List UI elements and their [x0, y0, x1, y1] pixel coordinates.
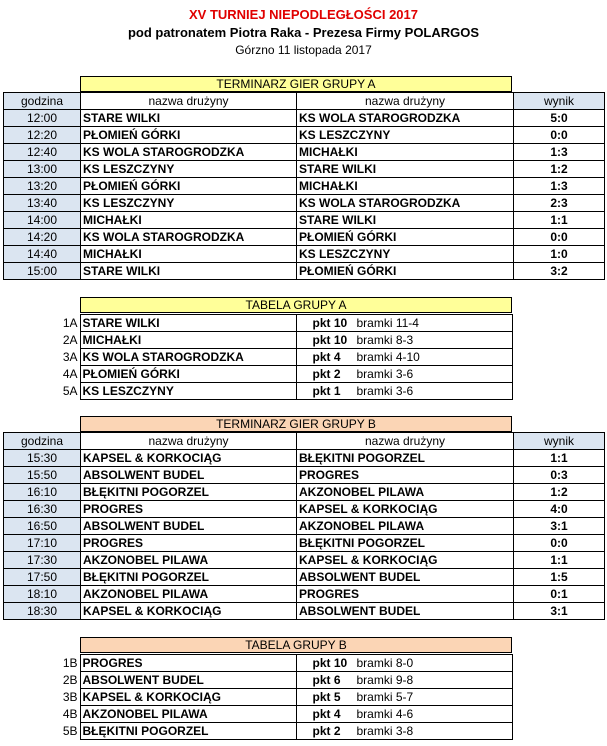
standing-goals: bramki 3-6	[356, 366, 414, 381]
tournament-title: XV TURNIEJ NIEPODLEGŁOŚCI 2017	[188, 7, 418, 22]
standing-team: PŁOMIEŃ GÓRKI	[80, 366, 296, 383]
match-row	[4, 518, 605, 535]
match-row	[4, 569, 605, 586]
match-team1: STARE WILKI	[81, 263, 297, 280]
match-result: 4:0	[514, 501, 605, 518]
standing-stats	[296, 689, 512, 706]
standing-goals: bramki 3-8	[356, 723, 414, 738]
match-row	[4, 467, 605, 484]
group-b-schedule-header-row	[4, 433, 605, 450]
match-row	[4, 450, 605, 467]
match-result: 1:3	[514, 178, 605, 195]
standing-team: MICHAŁKI	[80, 332, 296, 349]
col-time-header: godzina	[4, 433, 81, 450]
match-time: 12:00	[4, 110, 81, 127]
match-team2: PROGRES	[297, 586, 514, 603]
match-row	[4, 178, 605, 195]
match-team2: ABSOLWENT BUDEL	[297, 569, 514, 586]
standings-row	[50, 672, 512, 689]
match-time: 13:00	[4, 161, 81, 178]
match-team1: PŁOMIEŃ GÓRKI	[81, 127, 297, 144]
match-time: 13:40	[4, 195, 81, 212]
match-time: 17:30	[4, 552, 81, 569]
match-result: 3:2	[514, 263, 605, 280]
match-team2: PROGRES	[297, 467, 514, 484]
match-time: 16:30	[4, 501, 81, 518]
group-b-schedule-title: TERMINARZ GIER GRUPY B	[80, 416, 512, 432]
match-row	[4, 603, 605, 620]
standing-stats	[296, 315, 512, 332]
match-row	[4, 144, 605, 161]
standings-row	[50, 366, 512, 383]
standing-stats	[296, 706, 512, 723]
match-team2: STARE WILKI	[297, 161, 514, 178]
match-row	[4, 552, 605, 569]
match-time: 14:00	[4, 212, 81, 229]
match-time: 13:20	[4, 178, 81, 195]
match-result: 0:3	[514, 467, 605, 484]
match-result: 2:3	[514, 195, 605, 212]
match-team2: BŁĘKITNI POGORZEL	[297, 535, 514, 552]
match-result: 1:2	[514, 161, 605, 178]
col-team2-header: nazwa drużyny	[297, 433, 514, 450]
match-time: 14:40	[4, 246, 81, 263]
standing-points: pkt 10	[312, 655, 348, 670]
match-time: 16:50	[4, 518, 81, 535]
standings-row	[50, 689, 512, 706]
match-team1: STARE WILKI	[81, 110, 297, 127]
match-team2: STARE WILKI	[297, 212, 514, 229]
group-a-schedule-header-row	[4, 93, 605, 110]
standings-row	[50, 706, 512, 723]
match-time: 18:30	[4, 603, 81, 620]
standings-row	[50, 332, 512, 349]
match-team1: KS WOLA STAROGRODZKA	[81, 144, 297, 161]
match-team2: MICHAŁKI	[297, 144, 514, 161]
group-b-standings-title: TABELA GRUPY B	[80, 637, 512, 653]
match-row	[4, 127, 605, 144]
standing-team: KAPSEL & KORKOCIĄG	[80, 689, 296, 706]
match-team1: PŁOMIEŃ GÓRKI	[81, 178, 297, 195]
match-time: 15:30	[4, 450, 81, 467]
match-row	[4, 263, 605, 280]
match-result: 1:1	[514, 450, 605, 467]
match-team1: KS LESZCZYNY	[81, 161, 297, 178]
standing-team: STARE WILKI	[80, 315, 296, 332]
match-time: 18:10	[4, 586, 81, 603]
match-team2: PŁOMIEŃ GÓRKI	[297, 263, 514, 280]
standing-team: PROGRES	[80, 655, 296, 672]
col-team1-header: nazwa drużyny	[81, 433, 297, 450]
match-result: 0:0	[514, 535, 605, 552]
match-team1: KAPSEL & KORKOCIĄG	[81, 603, 297, 620]
match-team1: KAPSEL & KORKOCIĄG	[81, 450, 297, 467]
standing-points: pkt 2	[312, 723, 341, 738]
col-result-header: wynik	[514, 433, 605, 450]
match-time: 16:10	[4, 484, 81, 501]
standings-row	[50, 723, 512, 740]
standing-goals: bramki 8-0	[356, 655, 414, 670]
standing-team: AKZONOBEL PILAWA	[80, 706, 296, 723]
standing-position: 5A	[62, 383, 78, 398]
standing-points: pkt 5	[312, 689, 341, 704]
match-team1: ABSOLWENT BUDEL	[81, 467, 297, 484]
standing-points: pkt 1	[312, 383, 341, 398]
match-team1: BŁĘKITNI POGORZEL	[81, 484, 297, 501]
match-team2: KAPSEL & KORKOCIĄG	[297, 552, 514, 569]
match-team1: PROGRES	[81, 501, 297, 518]
match-row	[4, 110, 605, 127]
standing-stats	[296, 383, 512, 400]
standing-points: pkt 4	[312, 349, 341, 364]
standing-stats	[296, 349, 512, 366]
match-row	[4, 501, 605, 518]
standing-position: 3A	[62, 349, 78, 364]
match-row	[4, 484, 605, 501]
standing-goals: bramki 4-6	[356, 706, 414, 721]
standing-position: 3B	[62, 689, 78, 704]
match-row	[4, 212, 605, 229]
match-result: 5:0	[514, 110, 605, 127]
match-row	[4, 195, 605, 212]
group-a-standings-table	[50, 314, 513, 400]
standing-stats	[296, 366, 512, 383]
match-result: 0:0	[514, 127, 605, 144]
col-result-header: wynik	[514, 93, 605, 110]
match-team1: BŁĘKITNI POGORZEL	[81, 569, 297, 586]
match-team2: AKZONOBEL PILAWA	[297, 484, 514, 501]
match-row	[4, 161, 605, 178]
standings-row	[50, 315, 512, 332]
standing-position: 5B	[62, 723, 78, 738]
standings-row	[50, 349, 512, 366]
match-team2: ABSOLWENT BUDEL	[297, 603, 514, 620]
match-time: 15:00	[4, 263, 81, 280]
match-team1: KS WOLA STAROGRODZKA	[81, 229, 297, 246]
match-team1: PROGRES	[81, 535, 297, 552]
match-team2: BŁĘKITNI POGORZEL	[297, 450, 514, 467]
match-row	[4, 586, 605, 603]
standing-team: BŁĘKITNI POGORZEL	[80, 723, 296, 740]
match-team1: MICHAŁKI	[81, 246, 297, 263]
group-a-standings-title: TABELA GRUPY A	[80, 297, 512, 313]
match-team1: KS LESZCZYNY	[81, 195, 297, 212]
col-time-header: godzina	[4, 93, 81, 110]
match-team2: KS WOLA STAROGRODZKA	[297, 110, 514, 127]
match-team2: KS LESZCZYNY	[297, 246, 514, 263]
standing-points: pkt 10	[312, 332, 348, 347]
standing-points: pkt 10	[312, 315, 348, 330]
standing-team: KS WOLA STAROGRODZKA	[80, 349, 296, 366]
standing-position: 2A	[62, 332, 78, 347]
match-team2: PŁOMIEŃ GÓRKI	[297, 229, 514, 246]
match-row	[4, 229, 605, 246]
col-team2-header: nazwa drużyny	[297, 93, 514, 110]
match-result: 0:0	[514, 229, 605, 246]
match-row	[4, 246, 605, 263]
standing-goals: bramki 3-6	[356, 383, 414, 398]
match-team1: MICHAŁKI	[81, 212, 297, 229]
match-time: 17:10	[4, 535, 81, 552]
col-team1-header: nazwa drużyny	[81, 93, 297, 110]
standing-position: 4B	[62, 706, 78, 721]
standings-row	[50, 383, 512, 400]
match-time: 17:50	[4, 569, 81, 586]
match-team1: ABSOLWENT BUDEL	[81, 518, 297, 535]
standing-points: pkt 4	[312, 706, 341, 721]
match-team2: KAPSEL & KORKOCIĄG	[297, 501, 514, 518]
standing-goals: bramki 8-3	[356, 332, 414, 347]
place-date: Górzno 11 listopada 2017	[235, 43, 372, 57]
standing-goals: bramki 11-4	[356, 315, 419, 330]
patronage-subtitle: pod patronatem Piotra Raka - Prezesa Firmy POLARGOS	[127, 25, 480, 40]
match-team1: AKZONOBEL PILAWA	[81, 586, 297, 603]
match-result: 1:1	[514, 212, 605, 229]
match-time: 12:20	[4, 127, 81, 144]
match-result: 1:1	[514, 552, 605, 569]
standing-team: KS LESZCZYNY	[80, 383, 296, 400]
match-team2: KS LESZCZYNY	[297, 127, 514, 144]
standing-stats	[296, 672, 512, 689]
match-team1: AKZONOBEL PILAWA	[81, 552, 297, 569]
match-result: 0:1	[514, 586, 605, 603]
match-time: 15:50	[4, 467, 81, 484]
group-b-standings-table	[50, 654, 513, 740]
match-result: 1:3	[514, 144, 605, 161]
match-result: 3:1	[514, 518, 605, 535]
standing-position: 1B	[62, 655, 78, 670]
standing-position: 1A	[62, 315, 78, 330]
match-time: 12:40	[4, 144, 81, 161]
standing-position: 4A	[62, 366, 78, 381]
standing-goals: bramki 9-8	[356, 672, 414, 687]
match-time: 14:20	[4, 229, 81, 246]
standing-team: ABSOLWENT BUDEL	[80, 672, 296, 689]
group-a-schedule-table	[3, 92, 605, 280]
match-team2: MICHAŁKI	[297, 178, 514, 195]
standings-row	[50, 655, 512, 672]
standing-position: 2B	[62, 672, 78, 687]
match-team2: AKZONOBEL PILAWA	[297, 518, 514, 535]
match-result: 1:2	[514, 484, 605, 501]
match-result: 3:1	[514, 603, 605, 620]
standing-goals: bramki 4-10	[356, 349, 420, 364]
group-a-schedule-title: TERMINARZ GIER GRUPY A	[80, 76, 512, 92]
standing-stats	[296, 655, 512, 672]
match-result: 1:0	[514, 246, 605, 263]
match-row	[4, 535, 605, 552]
group-b-schedule-table	[3, 432, 605, 620]
standing-stats	[296, 332, 512, 349]
match-result: 1:5	[514, 569, 605, 586]
match-team2: KS WOLA STAROGRODZKA	[297, 195, 514, 212]
standing-points: pkt 2	[312, 366, 341, 381]
standing-points: pkt 6	[312, 672, 341, 687]
standing-stats	[296, 723, 512, 740]
standing-goals: bramki 5-7	[356, 689, 414, 704]
